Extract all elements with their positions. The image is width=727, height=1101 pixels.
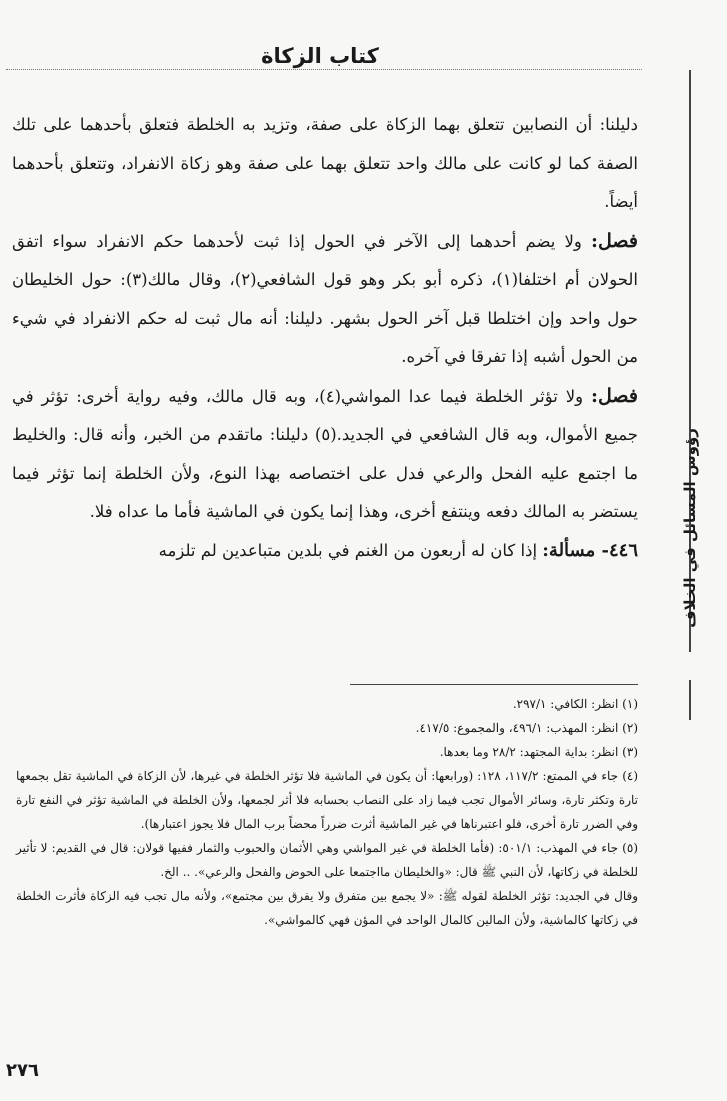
section-text: ولا تؤثر الخلطة فيما عدا المواشي(٤)، وبه قال مالك، وفيه رواية أخرى: تؤثر في جميع الأموال، وبه قال الشافعي في الجديد.(٥) دليلنا: ماتقدم من الخبر، وأنه قال: والخليط ما اجتمع عليه الفحل والرعي فدل على اختصاصه بهذا النوع، ولأن الخلطة إنما تؤثر فيما يستضر به المالك دفعه وينتفع أخرى، وهذا إنما يكون في الماشية فأما ما عداه فلا. [12, 386, 638, 521]
section-label: فصل: [591, 384, 638, 407]
footnote-5: (٥) جاء في المهذب: ٥٠١/١: (فأما الخلطة في غير المواشي وهي الأثمان والحبوب والثمار ففيها قولان: قال في القديم: لا تأثير للخلطة في زكاتها، لأن النبي ﷺ قال: «والخليطان مااجتمعا على الحوض والفحل والرعي». .. الخ. [16, 841, 638, 879]
header-divider [6, 69, 642, 70]
footnote-4: (٤) جاء في الممتع: ١١٧/٢، ١٢٨: (ورابعها: أن يكون في الماشية فلا تؤثر الخلطة في غيرها، لأن الزكاة في الماشية تقل بجمعها تارة وتكثر تارة، وسائر الأموال تجب فيما زاد على النصاب بحسابه فلا أثر لجمعها، ولأن الخلطة في الماشية تؤثر في النفع تارة وفي الضرر تارة أخرى، فلو اعتبرناها في غير الماشية أثرت ضرراً محضاً برب المال فلا يجوز اعتبارها). [16, 769, 639, 831]
page-header-title: كتاب الزكاة [261, 44, 379, 68]
section-label: فصل: [591, 229, 638, 252]
page-number: ٢٧٦ [6, 1060, 39, 1081]
issue-label: ٤٤٦- مسألة: [542, 539, 638, 561]
issue-text: إذا كان له أربعون من الغنم في بلدين متباعدين لم تلزمه [158, 540, 543, 560]
main-text [12, 106, 638, 570]
paragraph-section-1 [12, 222, 638, 377]
footnote-1: (١) انظر: الكافي: ٢٩٧/١. [512, 697, 638, 711]
footnote-5-continued: وقال في الجديد: تؤثر الخلطة لقوله ﷺ: «لا يجمع بين متفرق ولا يفرق بين مجتمع»، ولأنه مال تجب فيه الزكاة فأثرت الخلطة في زكاتها كالماشية، ولأن المالين كالمال الواحد في المؤن فهي كالمواشي». [16, 889, 639, 927]
footnote-divider [350, 684, 638, 685]
footnote-2: (٢) انظر: المهذب: ٤٩٦/١، والمجموع: ٤١٧/٥. [415, 721, 638, 735]
footnote-3: (٣) انظر: بداية المجتهد: ٢٨/٢ وما بعدها. [439, 745, 638, 759]
paragraph-issue-446 [12, 532, 638, 571]
paragraph-section-2 [12, 377, 638, 532]
side-running-title: رؤوس المسائل في الخلاف [681, 428, 699, 628]
section-text: ولا يضم أحدهما إلى الآخر في الحول إذا ثبت لأحدهما حكم الانفراد سواء اتفق الحولان أم اختلفا(١)، ذكره أبو بكر وهو قول الشافعي(٢)، وقال مالك(٣): حول الخليطان حول واحد وإن اختلطا قبل آخر الحول بشهر. دليلنا: أنه مال ثبت له حكم الانفراد في شيء من الحول أشبه إذا تفرقا في آخره. [12, 231, 638, 366]
paragraph-evidence: دليلنا: أن النصابين تتعلق بهما الزكاة على صفة، وتزيد به الخلطة فتعلق بأحدهما على تلك الصفة كما لو كانت على مالك واحد تتعلق بهما على صفة وهو زكاة الانفراد، وتتعلق بأحدهما أيضاً. [12, 115, 638, 211]
side-rule-bottom [689, 680, 691, 720]
footnotes [16, 692, 638, 932]
